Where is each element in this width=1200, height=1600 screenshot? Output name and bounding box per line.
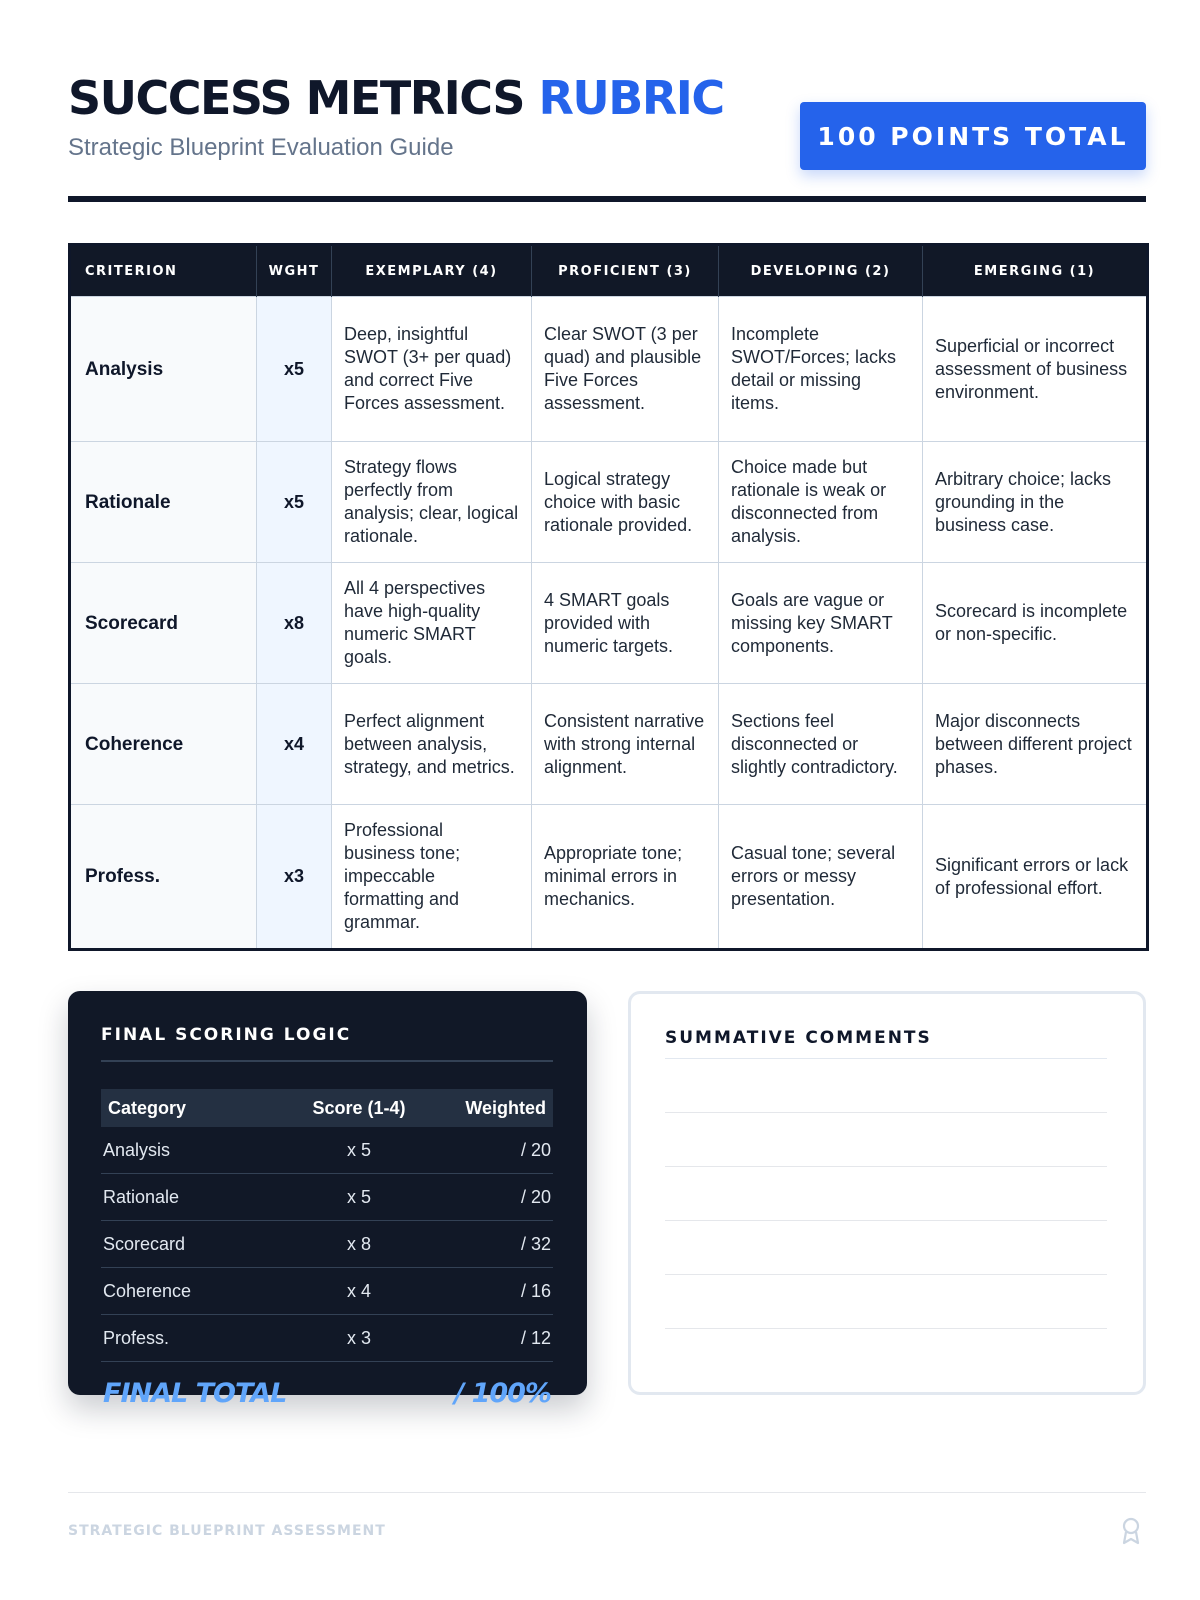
developing-cell: Casual tone; several errors or messy presentation. [719, 805, 923, 950]
page-footer [68, 1492, 1146, 1539]
scoring-multiplier: x 5 [346, 1139, 371, 1160]
page-header [68, 70, 1146, 202]
scoring-row [101, 1268, 553, 1315]
final-scoring-panel [68, 991, 587, 1409]
col-exemplary: EXEMPLARY (4) [332, 245, 532, 297]
exemplary-cell: All 4 perspectives have high-quality numeric SMART goals. [332, 563, 532, 684]
scoring-weighted: / 12 [520, 1327, 551, 1348]
final-total-row [101, 1378, 553, 1409]
emerging-cell: Major disconnects between different project phases. [923, 684, 1148, 805]
scoring-multiplier: x 8 [346, 1233, 371, 1254]
col-developing: DEVELOPING (2) [719, 245, 923, 297]
exemplary-cell: Strategy flows perfectly from analysis; clear, logical rationale. [332, 442, 532, 563]
proficient-cell: Consistent narrative with strong internal alignment. [532, 684, 719, 805]
points-total-badge: 100 POINTS TOTAL [800, 102, 1146, 170]
col-criterion: CRITERION [70, 245, 257, 297]
scoring-col-weighted: Weighted [465, 1097, 546, 1118]
final-total-label: FINAL TOTAL [103, 1378, 287, 1409]
rubric-row [70, 563, 1148, 684]
developing-cell: Goals are vague or missing key SMART components. [719, 563, 923, 684]
comment-line[interactable] [665, 1221, 1107, 1275]
scoring-category: Analysis [103, 1139, 171, 1160]
emerging-cell: Arbitrary choice; lacks grounding in the business case. [923, 442, 1148, 563]
scoring-weighted: / 16 [520, 1280, 551, 1301]
developing-cell: Choice made but rationale is weak or disconnected from analysis. [719, 442, 923, 563]
scoring-multiplier: x 5 [346, 1186, 371, 1207]
scoring-weighted: / 20 [520, 1186, 551, 1207]
award-icon [1120, 1517, 1142, 1545]
rubric-row [70, 684, 1148, 805]
col-proficient: PROFICIENT (3) [532, 245, 719, 297]
emerging-cell: Significant errors or lack of professional effort. [923, 805, 1148, 950]
scoring-category: Profess. [103, 1327, 170, 1348]
scoring-col-score: Score (1-4) [312, 1097, 406, 1118]
emerging-cell: Superficial or incorrect assessment of business environment. [923, 297, 1148, 442]
weight-cell: x3 [257, 805, 332, 950]
proficient-cell: Clear SWOT (3 per quad) and plausible Five Forces assessment. [532, 297, 719, 442]
rubric-table [68, 243, 1149, 951]
scoring-row [101, 1221, 553, 1268]
scoring-multiplier: x 4 [346, 1280, 371, 1301]
weight-cell: x8 [257, 563, 332, 684]
criterion-cell: Scorecard [70, 563, 257, 684]
weight-cell: x4 [257, 684, 332, 805]
exemplary-cell: Perfect alignment between analysis, strategy, and metrics. [332, 684, 532, 805]
col-weight: WGHT [257, 245, 332, 297]
criterion-cell: Profess. [70, 805, 257, 950]
proficient-cell: 4 SMART goals provided with numeric targets. [532, 563, 719, 684]
criterion-cell: Coherence [70, 684, 257, 805]
summative-comments-panel [628, 991, 1146, 1395]
scoring-category: Coherence [103, 1280, 192, 1301]
emerging-cell: Scorecard is incomplete or non-specific. [923, 563, 1148, 684]
scoring-header-row [101, 1089, 553, 1127]
scoring-col-category: Category [108, 1097, 187, 1118]
comment-line[interactable] [665, 1059, 1107, 1113]
scoring-weighted: / 32 [520, 1233, 551, 1254]
scoring-row [101, 1174, 553, 1221]
scoring-category: Scorecard [103, 1233, 186, 1254]
scoring-row [101, 1127, 553, 1174]
scoring-multiplier: x 3 [346, 1327, 371, 1348]
footer-text: STRATEGIC BLUEPRINT ASSESSMENT [68, 1523, 386, 1539]
title-main: SUCCESS METRICS [68, 71, 539, 125]
scoring-category: Rationale [103, 1186, 180, 1207]
final-total-value: / 100% [454, 1378, 551, 1409]
page-subtitle: Strategic Blueprint Evaluation Guide [68, 134, 454, 161]
proficient-cell: Logical strategy choice with basic rationale provided. [532, 442, 719, 563]
weight-cell: x5 [257, 442, 332, 563]
developing-cell: Sections feel disconnected or slightly contradictory. [719, 684, 923, 805]
criterion-cell: Analysis [70, 297, 257, 442]
proficient-cell: Appropriate tone; minimal errors in mechanics. [532, 805, 719, 950]
developing-cell: Incomplete SWOT/Forces; lacks detail or missing items. [719, 297, 923, 442]
comment-line[interactable] [665, 1167, 1107, 1221]
rubric-row [70, 297, 1148, 442]
scoring-panel-title: FINAL SCORING LOGIC [101, 1025, 553, 1062]
comment-line[interactable] [665, 1275, 1107, 1329]
comments-panel-title: SUMMATIVE COMMENTS [665, 1028, 1107, 1059]
weight-cell: x5 [257, 297, 332, 442]
scoring-weighted: / 20 [520, 1139, 551, 1160]
rubric-row [70, 805, 1148, 950]
exemplary-cell: Deep, insightful SWOT (3+ per quad) and correct Five Forces assessment. [332, 297, 532, 442]
rubric-row [70, 442, 1148, 563]
title-accent: RUBRIC [538, 71, 724, 125]
rubric-header-row [70, 245, 1148, 297]
col-emerging: EMERGING (1) [923, 245, 1148, 297]
exemplary-cell: Professional business tone; impeccable formatting and grammar. [332, 805, 532, 950]
comment-line[interactable] [665, 1113, 1107, 1167]
criterion-cell: Rationale [70, 442, 257, 563]
scoring-row [101, 1315, 553, 1362]
